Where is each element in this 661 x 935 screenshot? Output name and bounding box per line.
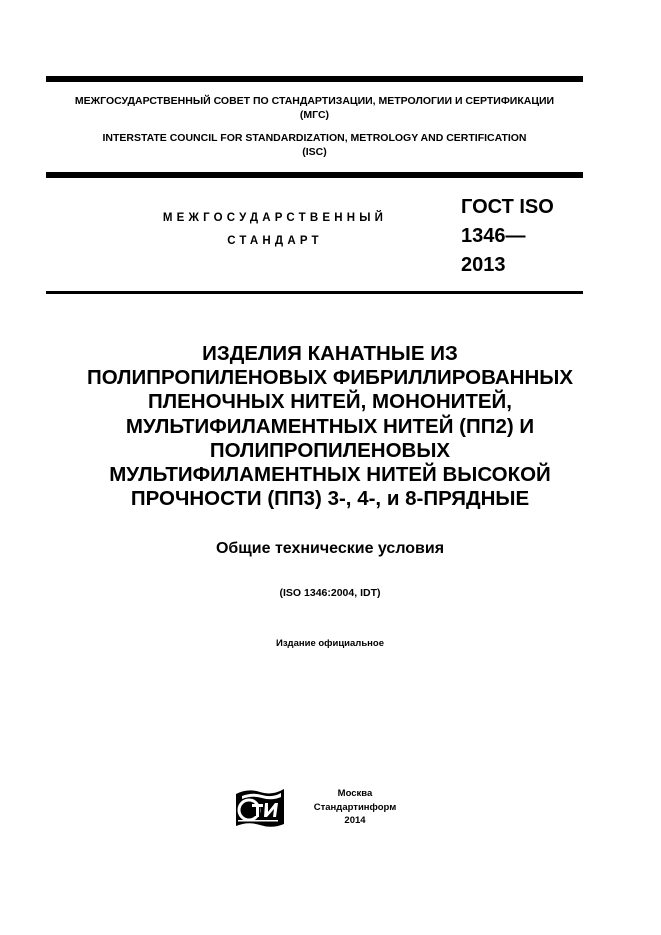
title-line: ПРОЧНОСТИ (ПП3) 3-, 4-, и 8-ПРЯДНЫЕ <box>130 487 530 511</box>
top-rule <box>46 76 583 82</box>
standard-bottom-rule <box>46 291 583 294</box>
title-line: ПОЛИПРОПИЛЕНОВЫХ <box>209 438 451 462</box>
publisher-city: Москва <box>337 788 373 799</box>
gost-number <box>461 193 581 280</box>
council-ru-name: МЕЖГОСУДАРСТВЕННЫЙ СОВЕТ ПО СТАНДАРТИЗАЦИИ, МЕТРОЛОГИИ И СЕРТИФИКАЦИИ <box>74 95 555 107</box>
council-en-name: INTERSTATE COUNCIL FOR STANDARDIZATION, METROLOGY AND CERTIFICATION <box>102 132 527 144</box>
council-en <box>46 131 583 159</box>
document-title <box>40 342 620 511</box>
title-line: ИЗДЕЛИЯ КАНАТНЫЕ ИЗ <box>202 342 458 365</box>
standard-type-line2: СТАНДАРТ <box>227 235 323 247</box>
header-bottom-rule <box>46 172 583 178</box>
iso-reference: (ISO 1346:2004, IDT) <box>279 587 381 599</box>
standard-type-line1: МЕЖГОСУДАРСТВЕННЫЙ <box>162 212 388 224</box>
council-en-abbr: (ISC) <box>302 146 327 158</box>
title-line: МУЛЬТИФИЛАМЕНТНЫХ НИТЕЙ ВЫСОКОЙ <box>109 463 551 487</box>
publication-year: 2014 <box>344 815 366 826</box>
title-line: ПОЛИПРОПИЛЕНОВЫХ ФИБРИЛЛИРОВАННЫХ <box>86 366 574 390</box>
publisher-name: Стандартинформ <box>313 801 397 813</box>
gost-number-line3: 2013 <box>461 254 506 276</box>
publisher-info <box>300 787 410 828</box>
title-line: ПЛЕНОЧНЫХ НИТЕЙ, МОНОНИТЕЙ, <box>148 390 512 414</box>
standartinform-logo-icon <box>234 784 286 830</box>
edition-label: Издание официальное <box>276 638 384 649</box>
council-ru <box>46 94 583 122</box>
title-line: МУЛЬТИФИЛАМЕНТНЫХ НИТЕЙ (ПП2) И <box>125 414 535 438</box>
document-subtitle: Общие технические условия <box>215 540 445 557</box>
gost-number-line2: 1346— <box>461 225 526 247</box>
gost-number-line1: ГОСТ ISO <box>461 196 554 218</box>
council-ru-abbr: (МГС) <box>299 109 330 121</box>
